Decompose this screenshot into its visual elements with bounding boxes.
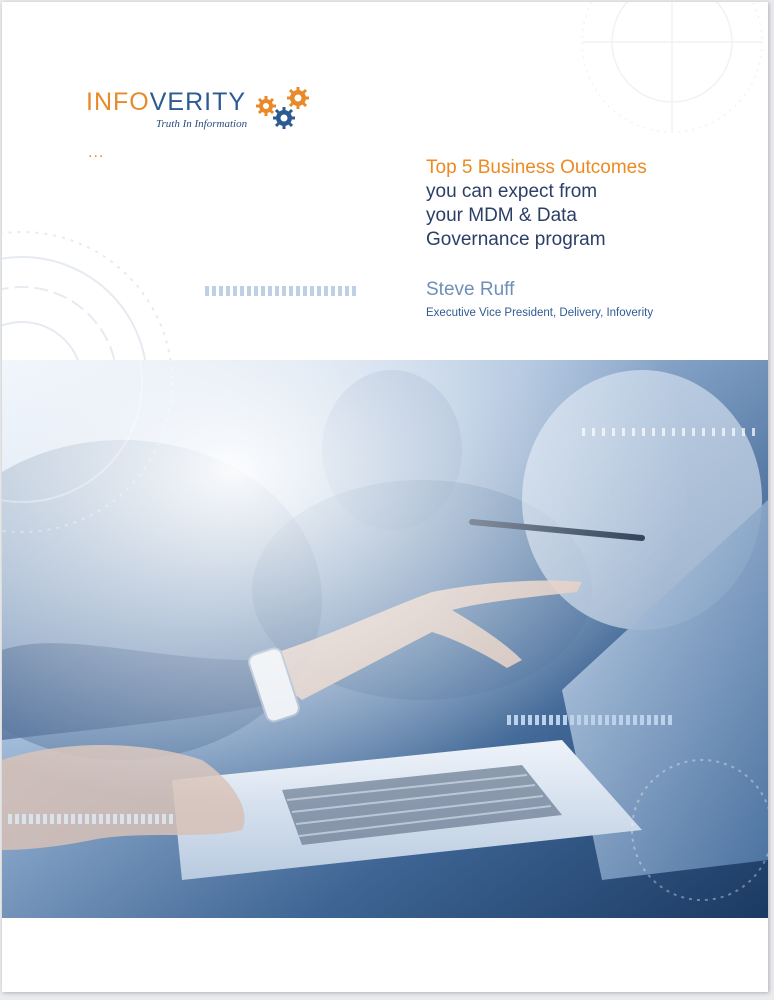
gears-icon [254, 86, 316, 134]
logo-tagline: Truth In Information [156, 118, 248, 130]
title-line-4: Governance program [426, 229, 606, 250]
title-line-3: your MDM & Data [426, 205, 577, 226]
document-title [426, 156, 726, 252]
author-role: Executive Vice President, Delivery, Infoverity [426, 307, 654, 319]
logo-word-verity: VERITY [149, 88, 247, 116]
title-line-2: you can expect from [426, 181, 598, 202]
cover-photo [2, 360, 768, 918]
author-name: Steve Ruff [426, 279, 515, 300]
ellipsis-mark: ... [88, 144, 105, 161]
title-line-1: Top 5 Business Outcomes [426, 157, 647, 178]
infoverity-logo [86, 86, 326, 136]
decorative-dash-bar [205, 286, 356, 298]
cover-page [2, 2, 768, 992]
logo-word-info: INFO [86, 88, 150, 116]
logo-wordmark [86, 88, 246, 116]
